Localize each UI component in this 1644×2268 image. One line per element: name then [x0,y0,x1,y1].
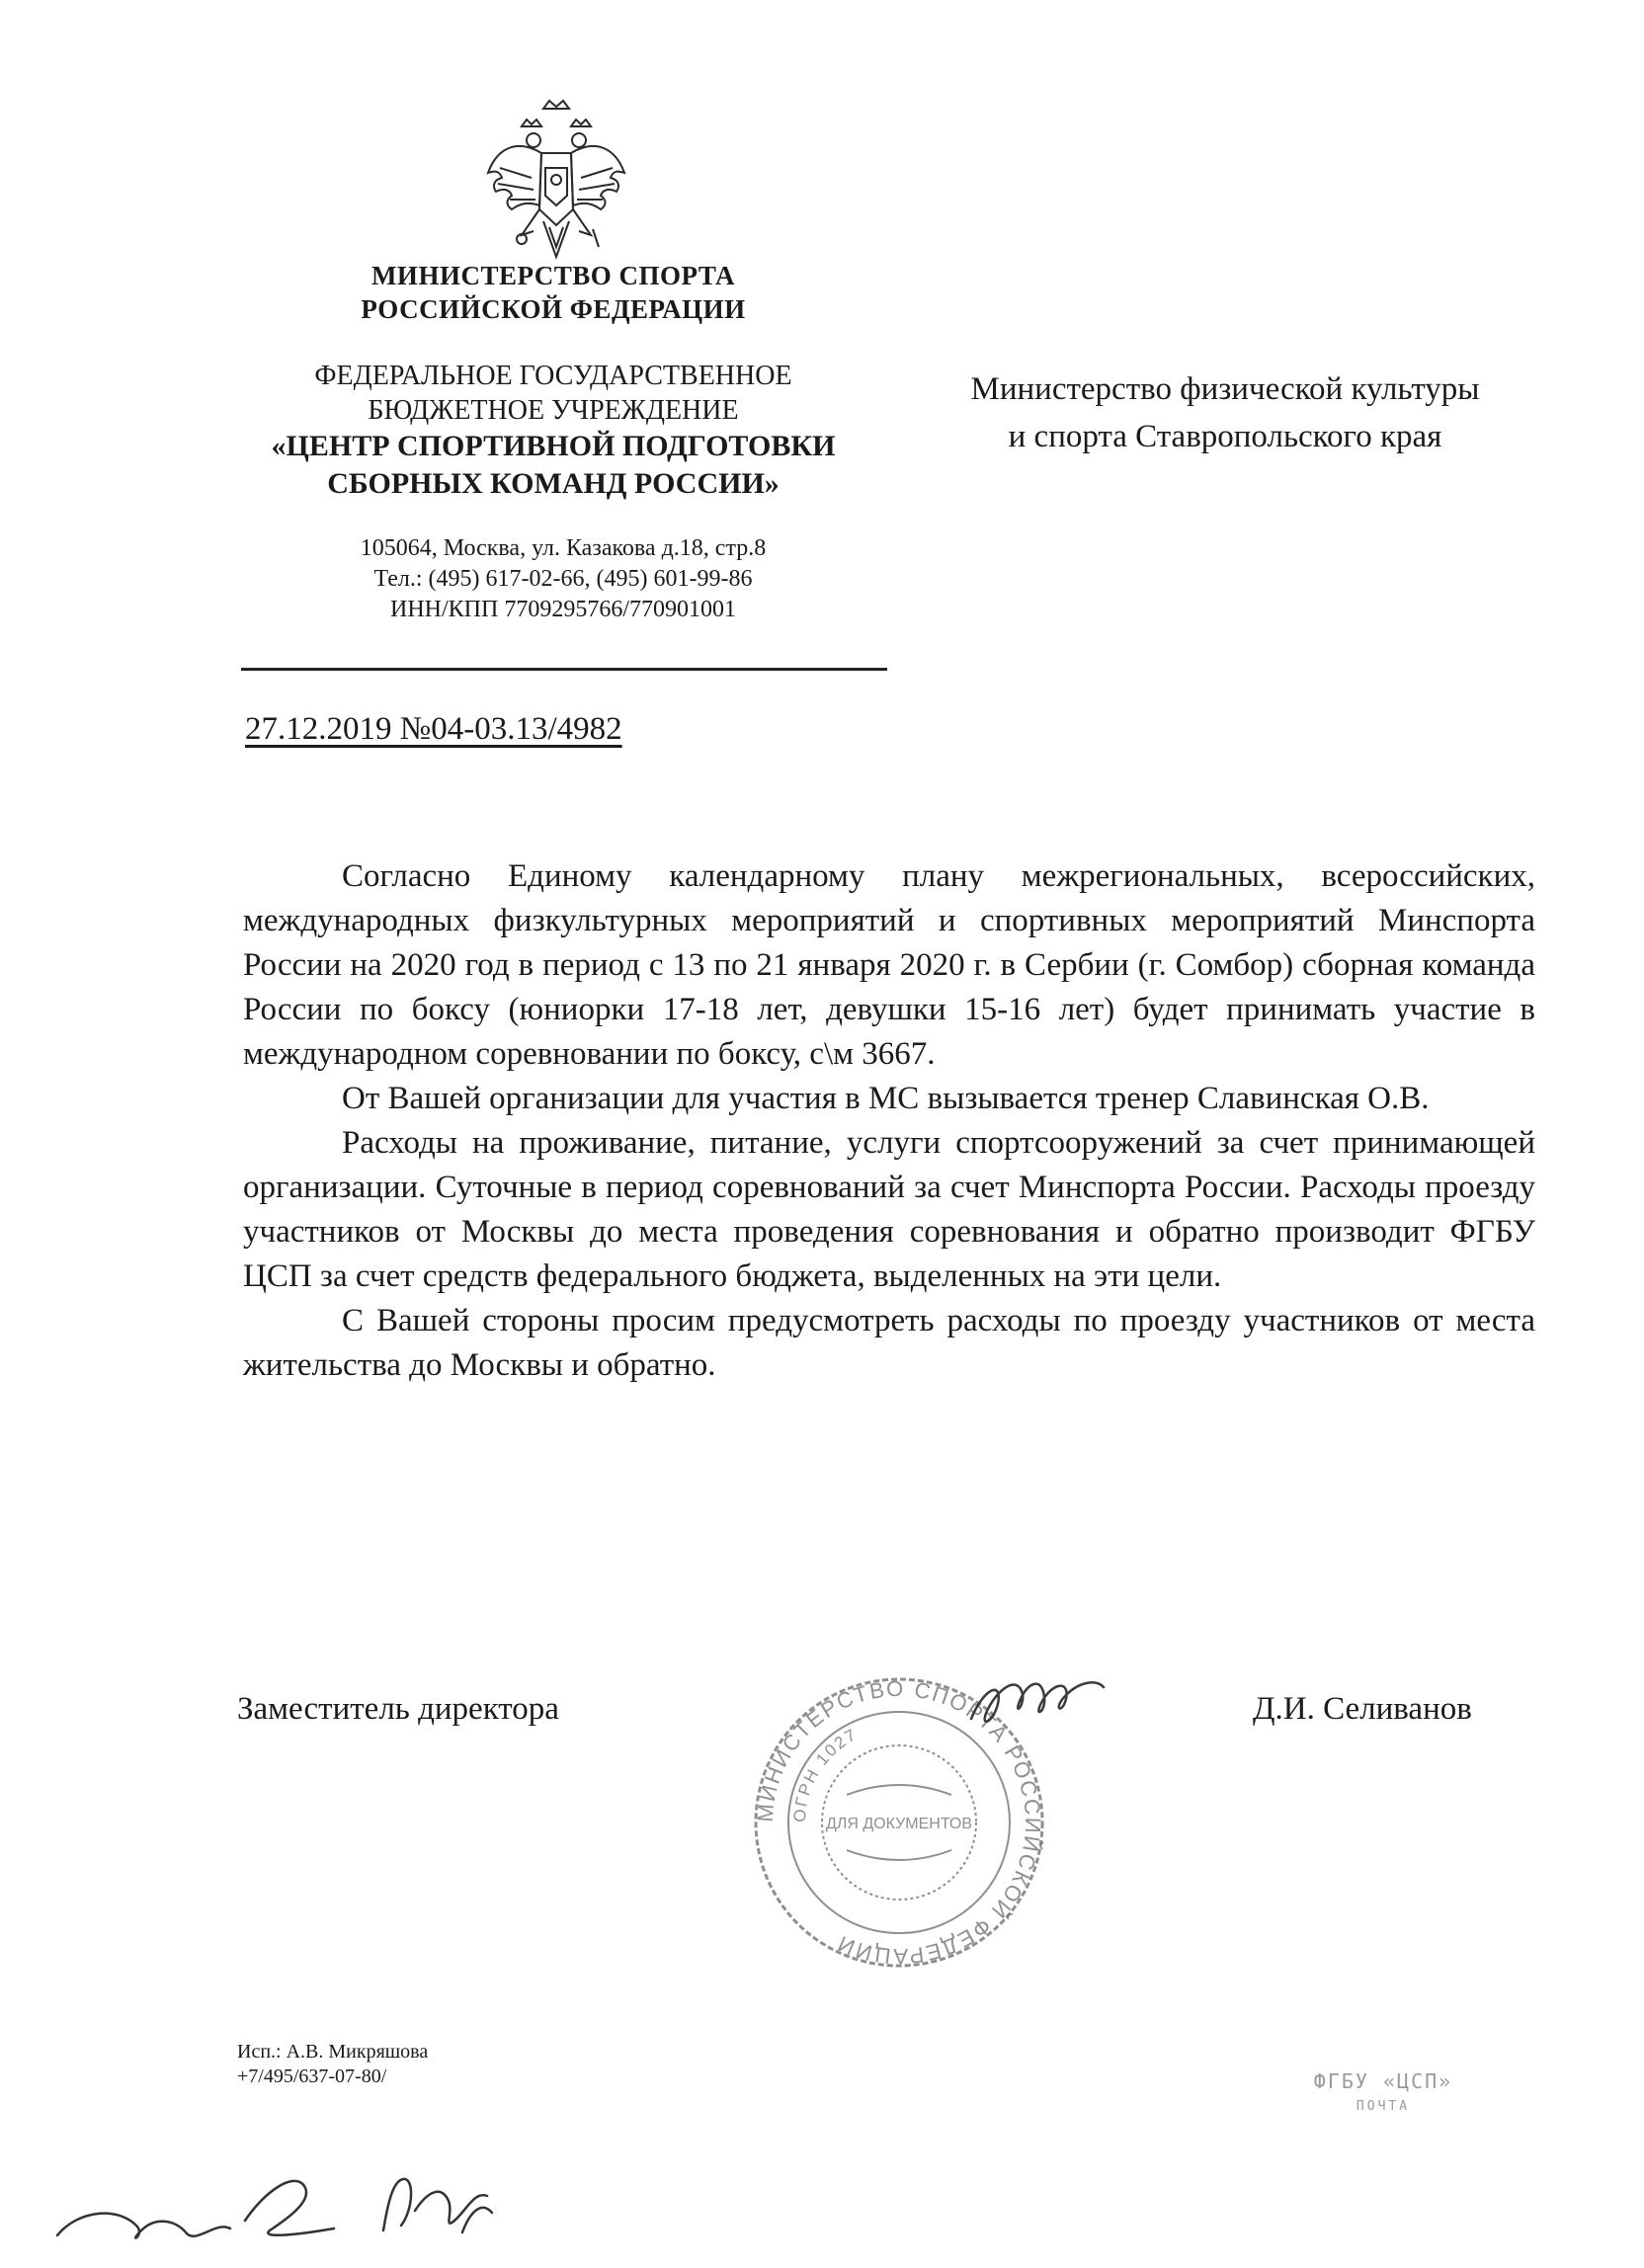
ministry-name [237,259,869,326]
postal-stamp-line-2: ПОЧТА [1356,2099,1411,2114]
stamp-outer-text: МИНИСТЕРСТВО СПОРТА РОССИЙСКОЙ ФЕДЕРАЦИИ [752,1675,1046,1970]
signatory-name: Д.И. Селиванов [1253,1691,1472,1727]
executor-info [237,2040,428,2089]
coat-of-arms-icon [482,99,630,267]
handwritten-initials [47,2151,502,2260]
body-paragraph-4: С Вашей стороны просим предусмотреть расходы по проезду участников от места жительства до Москвы и обратно. [243,1303,1535,1383]
postal-stamp [1284,2069,1482,2114]
org-address: 105064, Москва, ул. Казакова д.18, стр.8 [360,535,767,561]
org-phones: Тел.: (495) 617-02-66, (495) 601-99-86 [373,566,753,592]
ministry-line-1: МИНИСТЕРСТВО СПОРТА [370,261,736,290]
executor-phone: +7/495/637-07-80/ [237,2066,387,2087]
letterhead-divider [241,668,887,671]
org-name-line-2: СБОРНЫХ КОМАНД РОССИИ» [327,467,780,500]
registration-number: 27.12.2019 №04-03.13/4982 [245,711,622,747]
org-line-2: БЮДЖЕТНОЕ УЧРЕЖДЕНИЕ [368,395,739,426]
stamp-inner-text: ОГРН 1027 [789,1724,861,1823]
letter-body [243,854,1535,1388]
signatory-title: Заместитель директора [237,1691,559,1727]
body-paragraph-2: От Вашей организации для участия в МС вызывается тренер Славинская О.В. [342,1081,1430,1116]
org-line-1: ФЕДЕРАЛЬНОЕ ГОСУДАРСТВЕННОЕ [314,361,792,391]
handwritten-signature [963,1669,1111,1739]
org-inn: ИНН/КПП 7709295766/770901001 [389,597,736,622]
organization-name [237,359,869,503]
stamp-center-text: ДЛЯ ДОКУМЕНТОВ [825,1816,973,1832]
body-paragraph-3: Расходы на проживание, питание, услуги спортсооружений за счет принимающей организации. Суточные в период соревнований за счет Минспорта России. Расходы проезду участников от Москвы до места проведения соревнования и обратно производит ФГБУ ЦСП за счет средств федерального бюджета, выделенных на эти цели. [243,1125,1535,1294]
org-contacts [287,533,840,625]
executor-name: Исп.: А.В. Микряшова [237,2041,429,2063]
ministry-line-2: РОССИЙСКОЙ ФЕДЕРАЦИИ [361,294,746,324]
postal-stamp-line-1: ФГБУ «ЦСП» [1313,2069,1453,2093]
addressee [919,365,1531,460]
body-paragraph-1: Согласно Единому календарному плану межрегиональных, всероссийских, международных физкультурных мероприятий и спортивных мероприятий Минспорта России на 2020 год в период с 13 по 21 января 2020 г. в Сербии (г. Сомбор) сборная команда России по боксу (юниорки 17-18 лет, девушки 15-16 лет) будет принимать участие в международном соревновании по боксу, с\м 3667. [243,858,1535,1072]
org-name-line-1: «ЦЕНТР СПОРТИВНОЙ ПОДГОТОВКИ [271,430,836,462]
addressee-line-1: Министерство физической культуры [970,371,1480,407]
addressee-line-2: и спорта Ставропольского края [1008,419,1442,454]
